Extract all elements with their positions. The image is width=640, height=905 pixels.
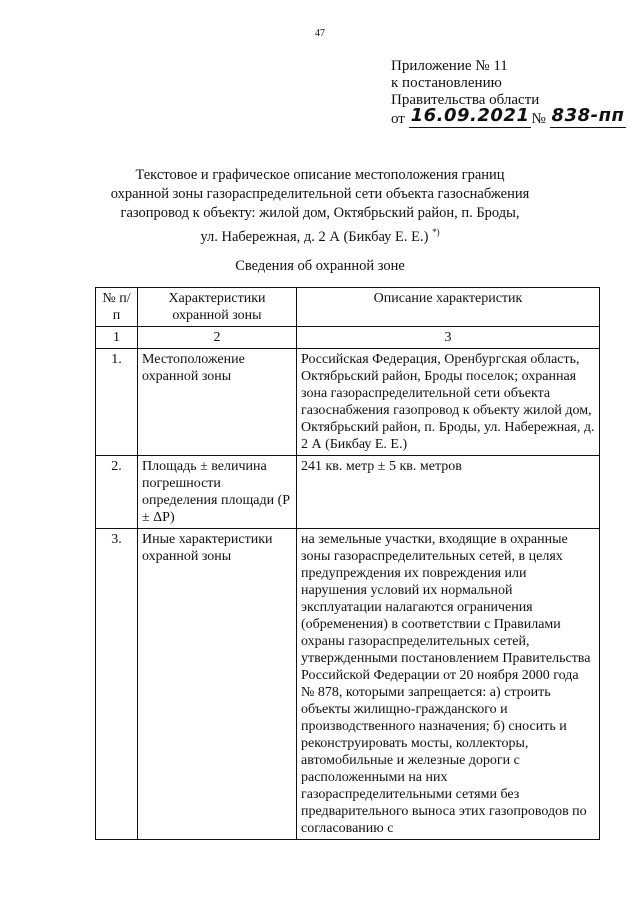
row-characteristic: Площадь ± величина погрешности определения площади (P ± ΔP) — [138, 456, 297, 529]
row-description: 241 кв. метр ± 5 кв. метров — [297, 456, 600, 529]
title-line-2: охранной зоны газораспределительной сети объекта газоснабжения — [110, 186, 530, 202]
row-characteristic: Местоположение охранной зоны — [138, 349, 297, 456]
page-number: 47 — [315, 28, 325, 39]
table-index-row — [96, 327, 600, 349]
appendix-date-line — [391, 105, 626, 128]
row-number: 1. — [96, 349, 138, 456]
document-title — [40, 166, 600, 247]
footnote-mark: *) — [432, 227, 440, 237]
handwritten-number: 838-пп — [551, 105, 625, 126]
table-row — [96, 529, 600, 840]
date-prefix: от — [391, 111, 405, 127]
appendix-block — [391, 58, 626, 128]
appendix-line-2: к постановлению — [391, 75, 502, 91]
section-subtitle: Сведения об охранной зоне — [235, 258, 405, 274]
protection-zone-table — [95, 287, 600, 840]
table-header-row — [96, 288, 600, 327]
title-line-4-wrap — [40, 223, 600, 247]
header-characteristic: Характеристики охранной зоны — [138, 288, 297, 327]
table-row — [96, 456, 600, 529]
row-description: на земельные участки, входящие в охранные зоны газораспределительных сетей, в целях предупреждения их повреждения или нарушения условий их нормальной эксплуатации налагаются ограничения (обременения) в соответствии с Правилами охраны газораспределительных сетей, утвержденными постановлением Правительства Российской Федерации от 20 ноября 2000 года № 878, которыми запрещается: а) строить объекты жилищно-гражданского и производственного назначения; б) сносить и реконструировать мосты, коллекторы, автомобильные и железные дороги с расположенными на них газораспределительными сетями без предварительного выноса этих газопроводов по согласованию с — [297, 529, 600, 840]
title-line-1: Текстовое и графическое описание местоположения границ — [135, 167, 505, 183]
appendix-line-1: Приложение № 11 — [391, 58, 508, 74]
number-prefix: № — [531, 111, 546, 127]
row-number: 3. — [96, 529, 138, 840]
header-description: Описание характеристик — [297, 288, 600, 327]
index-cell: 2 — [138, 327, 297, 349]
table-row — [96, 349, 600, 456]
handwritten-date: 16.09.2021 — [410, 105, 530, 126]
index-cell: 3 — [297, 327, 600, 349]
title-line-3: газопровод к объекту: жилой дом, Октябрьский район, п. Броды, — [120, 205, 520, 221]
index-cell: 1 — [96, 327, 138, 349]
row-number: 2. — [96, 456, 138, 529]
row-characteristic: Иные характеристики охранной зоны — [138, 529, 297, 840]
header-num: № п/п — [96, 288, 138, 327]
row-description: Российская Федерация, Оренбургская область, Октябрьский район, Броды поселок; охранная зона газораспределительной сети объекта газоснабжения газопровод к объекту жилой дом, Октябрьский район, п. Броды, ул. Набережная, д. 2 А (Бикбау Е. Е.) — [297, 349, 600, 456]
appendix-line-3: Правительства области — [391, 92, 540, 108]
title-line-4: ул. Набережная, д. 2 А (Бикбау Е. Е.) — [200, 228, 429, 245]
